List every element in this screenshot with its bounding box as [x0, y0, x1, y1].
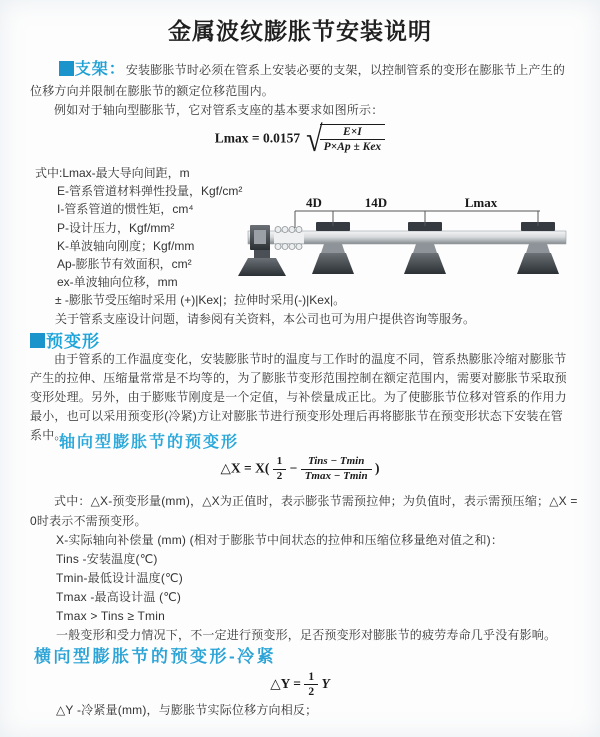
pipe-guide-support [517, 222, 559, 274]
definition-line: ex-单波轴向位移，mm [57, 275, 178, 290]
axial-definitions-block [30, 492, 578, 645]
half-fraction [273, 455, 287, 484]
dimension-label-4d: 4D [306, 195, 322, 210]
temperature-fraction [301, 455, 372, 484]
axial-predeform-formula [0, 455, 600, 484]
pipe-guide-support [404, 222, 446, 274]
formula-rhs: ) [374, 460, 380, 476]
axial-definition-line: Tmax > Tins ≥ Tmin [56, 609, 165, 624]
lateral-predeform-formula [0, 670, 600, 700]
dimension-label-lmax: Lmax [464, 195, 498, 210]
support-section-label: 支架： [74, 61, 126, 78]
minus-operator: − [289, 460, 298, 476]
axial-definition-line: X-实际轴向补偿量 (mm) (相对于膨胀节中间状态的拉伸和压缩位移量绝对值之和)： [56, 533, 504, 548]
definition-line: I-管系管道的惯性矩，cm⁴ [57, 202, 194, 217]
support-example-line: 例如对于轴向型膨胀节，它对管系支座的基本要求如图所示： [54, 103, 384, 117]
predeform-body-paragraph: 由于管系的工作温度变化，安装膨胀节时的温度与工作时的温度不同，管系热膨胀冷缩对膨胀节产生的拉伸、压缩量常常是不均等的，为了膨胀节变形范围控制在额定范围内，需要对膨胀节采取预变形处理。另外，由于膨账节刚度是一个定值，与补偿量成正比。为了使膨胀节位移对管系的作用力最小，也可以采用预变形(冷紧)方让对膨胀节进行预变形处理后再将膨胀节在预变形状态下安装在管系中。 [30, 352, 567, 442]
fraction-numerator: 1 [273, 455, 287, 470]
fraction-numerator: E×I [320, 124, 386, 140]
support-intro-paragraph [30, 60, 575, 101]
section-bullet-square-icon [30, 333, 45, 348]
axial-note-line: 一般变形和受力情况下，不一定进行预变形，足否预变形对膨胀节的疲劳寿命几乎没有影响。 [56, 628, 557, 643]
pipe-guide-support [312, 222, 354, 274]
formula-rhs: Y [321, 675, 330, 691]
lmax-formula [0, 119, 600, 160]
fraction-denominator: P×Ap ± Kex [323, 141, 382, 154]
fraction-numerator: 1 [304, 670, 318, 685]
lateral-note-line: △Y -冷紧量(mm)，与膨胀节实际位移方向相反； [56, 703, 318, 717]
predeform-section-heading [30, 327, 100, 352]
lateral-predeform-heading: 横向型膨胀节的预变形-冷紧 [34, 647, 277, 666]
axial-definition-line: Tmax -最高设计温 (℃) [56, 590, 182, 605]
axial-definition-line: Tins -安装温度(℃) [56, 552, 158, 567]
definition-line: K-单波轴向刚度；Kgf/mm [57, 238, 195, 253]
bellows-icon [274, 227, 304, 250]
radical-sign: √ [306, 119, 323, 160]
section-bullet-square-icon [59, 61, 74, 76]
dimension-label-14d: 14D [364, 195, 388, 210]
definition-line: E-管系管道材料弹性投量，Kgf/cm² [57, 184, 243, 199]
axial-explanation-paragraph: 式中：△X-预变形量(mm)，△X为正值时，表示膨张节需预拉伸；为负值时，表示需预压缩；△X = 0时表示不需预变形。 [30, 494, 578, 528]
definition-line: ± -膨胀节受压缩时采用 (+)|Kex|；拉伸时采用(-)|Kex|。 [55, 293, 346, 308]
definition-line: 式中:Lmax-最大导向间距，m [35, 166, 190, 180]
lmax-formula-fraction [320, 124, 386, 155]
definition-line: Ap-膨胀节有效面积，cm² [57, 257, 192, 272]
definition-line: P-设计压力，Kgf/mm² [57, 220, 175, 235]
predeform-heading-text: 预变形 [46, 332, 100, 351]
formula-lhs: △X = X( [220, 460, 270, 476]
pipe-guide-spacing-diagram [228, 186, 596, 290]
fraction-denominator: 2 [276, 469, 283, 482]
fraction-denominator: Tmax − Tmin [304, 469, 368, 482]
half-fraction [304, 670, 318, 700]
fraction-denominator: 2 [308, 686, 315, 699]
axial-predeform-heading: 轴向型膨胀节的预变形 [59, 434, 240, 451]
lmax-formula-lhs: Lmax = 0.0157 [214, 130, 301, 146]
support-consulting-note: 关于管系支座设计问题，请参阅有关资料，本公司也可为用户提供咨询等服务。 [55, 311, 476, 326]
formula-lhs: △Y = [270, 675, 301, 691]
support-intro-text: 安装膨胀节时必须在管系上安装必要的支架，以控制管系的变形在膨胀节上产生的位移方向并限制在膨胀节的额定位移范围内。 [30, 63, 566, 98]
axial-definition-line: Tmin-最低设计温度(℃) [56, 571, 183, 586]
page-title: 金属波纹膨胀节安装说明 [168, 18, 432, 44]
fraction-numerator: Tins − Tmin [301, 455, 372, 470]
